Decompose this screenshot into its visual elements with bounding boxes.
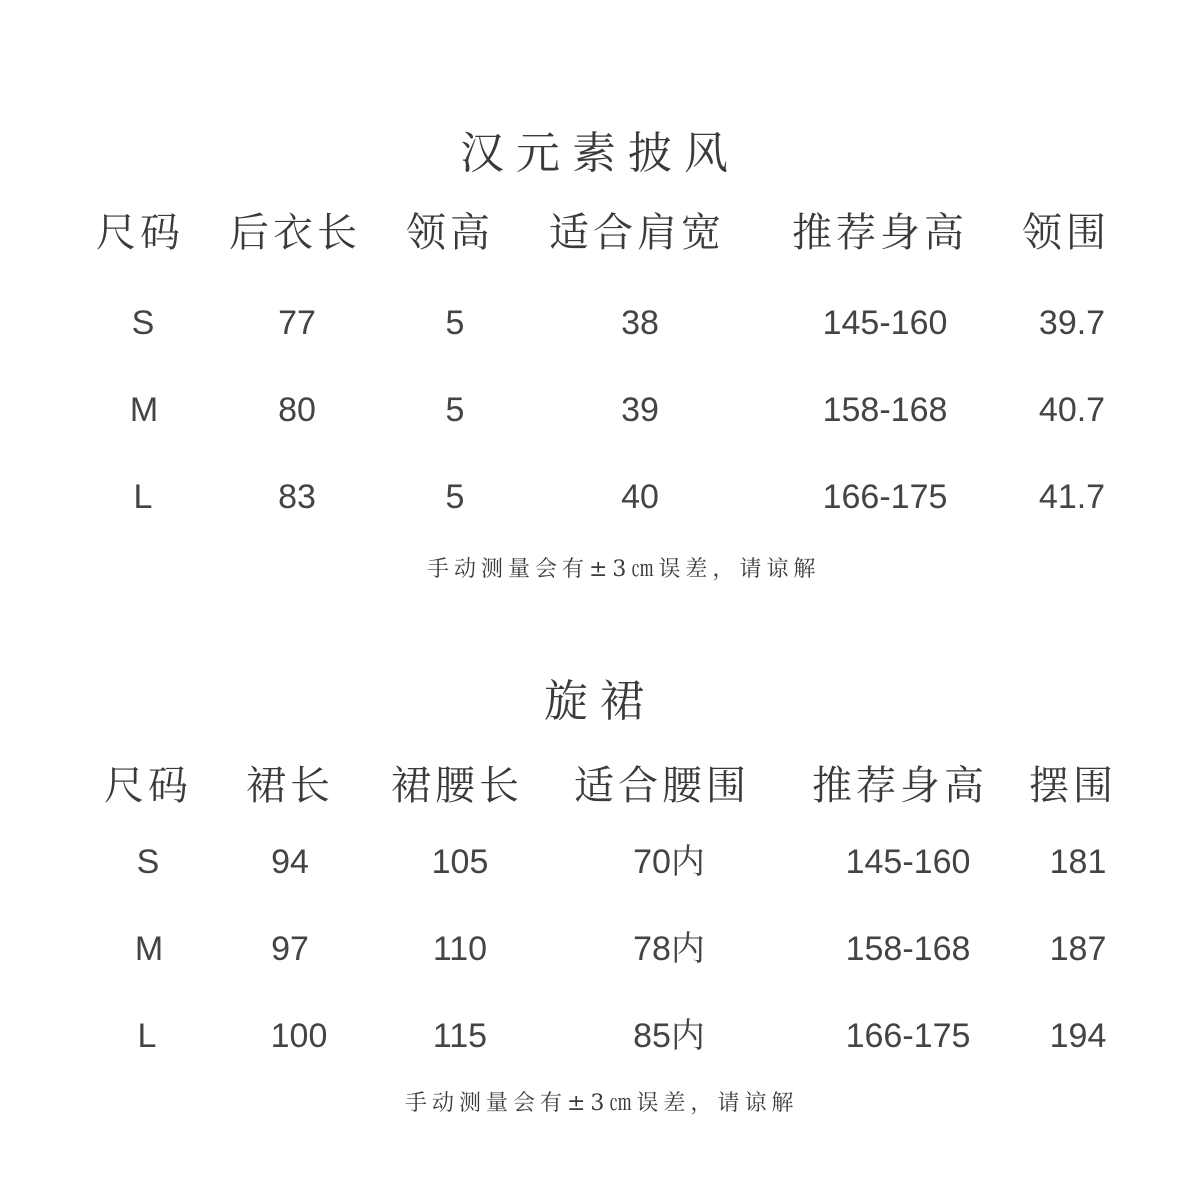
skirt-header-skirt-length: 裙长 xyxy=(246,763,334,809)
cape-title: 汉元素披风 xyxy=(460,128,740,179)
cape-cell: 158-168 xyxy=(822,391,948,429)
cape-header-size: 尺码 xyxy=(96,210,184,256)
cape-cell: 39 xyxy=(621,391,659,429)
cape-cell: 80 xyxy=(278,391,316,429)
skirt-cell: 181 xyxy=(1049,843,1107,881)
cape-measurement-note: 手动测量会有±3㎝误差，请谅解 xyxy=(427,557,821,582)
cape-cell: 5 xyxy=(445,391,465,429)
skirt-cell: 194 xyxy=(1049,1017,1107,1055)
skirt-cell: 158-168 xyxy=(845,930,971,968)
cape-header-neck-circumference: 领围 xyxy=(1022,210,1110,256)
cape-cell: S xyxy=(131,304,155,342)
skirt-measurement-note: 手动测量会有±3㎝误差，请谅解 xyxy=(405,1091,799,1116)
skirt-cell: 85内 xyxy=(633,1017,705,1055)
skirt-cell: 145-160 xyxy=(845,843,971,881)
skirt-header-hem-circumference: 摆围 xyxy=(1029,763,1117,809)
skirt-cell: 187 xyxy=(1049,930,1107,968)
skirt-header-recommended-height: 推荐身高 xyxy=(812,763,988,809)
cape-cell: L xyxy=(133,478,153,516)
cape-header-recommended-height: 推荐身高 xyxy=(792,210,968,256)
skirt-cell: M xyxy=(134,930,164,968)
cape-cell: 41.7 xyxy=(1038,478,1106,516)
skirt-cell: L xyxy=(137,1017,157,1055)
cape-cell: M xyxy=(129,391,159,429)
skirt-cell: 94 xyxy=(271,843,309,881)
skirt-cell: 70内 xyxy=(633,843,705,881)
skirt-cell: S xyxy=(136,843,160,881)
cape-cell: 38 xyxy=(621,304,659,342)
cape-header-shoulder-width: 适合肩宽 xyxy=(549,210,725,256)
skirt-header-fit-waist: 适合腰围 xyxy=(574,763,750,809)
cape-header-collar-height: 领高 xyxy=(406,210,494,256)
cape-cell: 5 xyxy=(445,304,465,342)
cape-cell: 145-160 xyxy=(822,304,948,342)
cape-header-back-length: 后衣长 xyxy=(229,210,361,256)
skirt-cell: 166-175 xyxy=(845,1017,971,1055)
skirt-cell: 105 xyxy=(431,843,489,881)
cape-cell: 40.7 xyxy=(1038,391,1106,429)
skirt-header-waistband-length: 裙腰长 xyxy=(391,763,523,809)
skirt-cell: 97 xyxy=(271,930,309,968)
cape-cell: 5 xyxy=(445,478,465,516)
cape-cell: 77 xyxy=(278,304,316,342)
skirt-title: 旋裙 xyxy=(544,676,656,727)
skirt-cell: 110 xyxy=(432,930,488,968)
skirt-cell: 78内 xyxy=(633,930,705,968)
cape-cell: 83 xyxy=(278,478,316,516)
skirt-cell: 100 xyxy=(270,1017,328,1055)
cape-cell: 40 xyxy=(621,478,659,516)
cape-cell: 166-175 xyxy=(822,478,948,516)
cape-cell: 39.7 xyxy=(1038,304,1106,342)
skirt-cell: 115 xyxy=(432,1017,488,1055)
skirt-header-size: 尺码 xyxy=(104,763,192,809)
